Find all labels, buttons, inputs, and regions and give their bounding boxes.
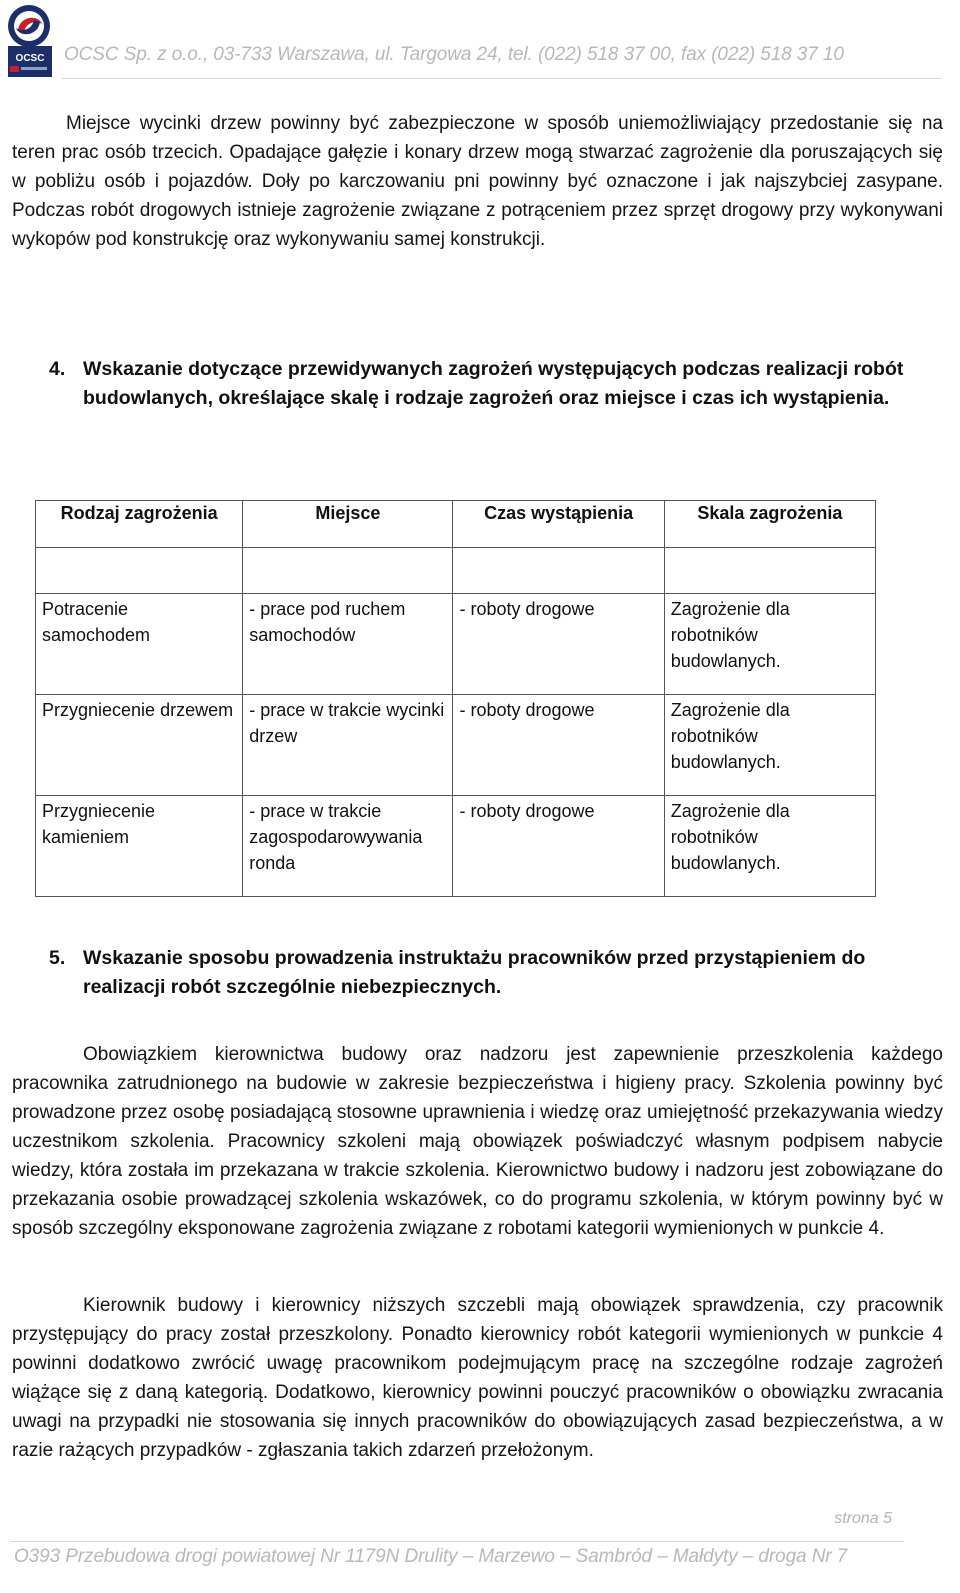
table-cell: Zagrożenie dla robotników budowlanych.: [664, 796, 875, 897]
table-cell: Zagrożenie dla robotników budowlanych.: [664, 594, 875, 695]
table-row: [36, 695, 876, 796]
table-cell: Przygniecenie drzewem: [36, 695, 243, 796]
table-cell: - roboty drogowe: [453, 594, 664, 695]
table-cell: Potracenie samochodem: [36, 594, 243, 695]
table-row: [36, 594, 876, 695]
table-cell: [243, 548, 453, 594]
footer-divider: [10, 1541, 904, 1542]
section-4-number: 4.: [49, 358, 66, 380]
table-cell: - roboty drogowe: [453, 695, 664, 796]
header-divider: [62, 78, 942, 79]
column-header: Skala zagrożenia: [664, 501, 875, 548]
column-header: Miejsce: [243, 501, 453, 548]
hazard-table: [35, 500, 876, 897]
table-cell: - prace w trakcie wycinki drzew: [243, 695, 453, 796]
section-4-heading: [49, 355, 949, 445]
table-cell: - prace w trakcie zagospodarowywania ronda: [243, 796, 453, 897]
table-empty-row: [36, 548, 876, 594]
column-header: Czas wystąpienia: [453, 501, 664, 548]
table-cell: [36, 548, 243, 594]
training-paragraph: Obowiązkiem kierownictwa budowy oraz nadzoru jest zapewnienie przeszkolenia każdego pracownika zatrudnionego na budowie w zakresie bezpieczeństwa i higieny pracy. Szkolenia powinny być prowadzone przez osobę posiadającą stosowne uprawnienia i wiedzę oraz umiejętność przekazywania wiedzy uczestnikom szkolenia. Pracownicy szkoleni mają obowiązek poświadczyć własnym podpisem nabycie wiedzy, która została im przekazana w trakcie szkolenia. Kierownictwo budowy i nadzoru jest zobowiązane do przekazania osobie prowadzącej szkolenia wskazówek, co do programu szkolenia, w którym powinny być w sposób szczególny eksponowane zagrożenia związane z robotami kategorii wymienionych w punkcie 4.: [12, 1044, 943, 1239]
table-cell: - prace pod ruchem samochodów: [243, 594, 453, 695]
table-header-row: [36, 501, 876, 548]
section-5-title: Wskazanie sposobu prowadzenia instruktażu pracowników przed przystąpieniem do realizacji robót szczególnie niebezpiecznych.: [83, 947, 866, 998]
section-4-title: Wskazanie dotyczące przewidywanych zagrożeń występujących podczas realizacji robót budowlanych, określające skalę i rodzaje zagrożeń oraz miejsce i czas ich wystąpienia.: [83, 358, 904, 409]
section-5-heading: [49, 944, 949, 1004]
page-number: strona 5: [834, 1510, 892, 1527]
intro-paragraph: Miejsce wycinki drzew powinny być zabezpieczone w sposób uniemożliwiający przedostanie się na teren prac osób trzecich. Opadające gałęzie i konary drzew mogą stwarzać zagrożenie dla poruszających się w pobliżu osób i pojazdów. Doły po karczowaniu pni powinny być oznaczone i jak najszybciej zasypane. Podczas robót drogowych istnieje zagrożenie związane z potrąceniem przez sprzęt drogowy przy wykonywani wykopów pod konstrukcję oraz wykonywaniu samej konstrukcji.: [12, 113, 943, 250]
table-row: [36, 796, 876, 897]
table-cell: Zagrożenie dla robotników budowlanych.: [664, 695, 875, 796]
logo-text: OCSC: [15, 53, 45, 64]
supervision-paragraph: Kierownik budowy i kierownicy niższych szczebli mają obowiązek sprawdzenia, czy pracownik przystępujący do pracy został przeszkolony. Ponadto kierownicy robót kategorii wymienionych w punkcie 4 powinni dodatkowo zwrócić uwagę pracownikom podejmującym pracę na szczególne rodzaje zagrożeń wiążące się z daną kategorią. Dodatkowo, kierownicy powinni pouczyć pracowników o obowiązku zwracania uwagi na przypadki nie stosowania się innych pracowników do obowiązujących zasad bezpieczeństwa, a w razie rażących przypadków - zgłaszania takich zdarzeń przełożonym.: [12, 1295, 943, 1461]
column-header: Rodzaj zagrożenia: [36, 501, 243, 548]
table-cell: [453, 548, 664, 594]
header-company-line: OCSC Sp. z o.o., 03-733 Warszawa, ul. Targowa 24, tel. (022) 518 37 00, fax (022) 518 37 10: [64, 44, 844, 65]
section-5-number: 5.: [49, 947, 66, 969]
table-cell: - roboty drogowe: [453, 796, 664, 897]
company-logo: [4, 2, 56, 78]
footer-document-title: O393 Przebudowa drogi powiatowej Nr 1179N Drulity – Marzewo – Sambród – Małdyty – droga Nr 7: [14, 1546, 848, 1567]
table-cell: Przygniecenie kamieniem: [36, 796, 243, 897]
table-cell: [664, 548, 875, 594]
